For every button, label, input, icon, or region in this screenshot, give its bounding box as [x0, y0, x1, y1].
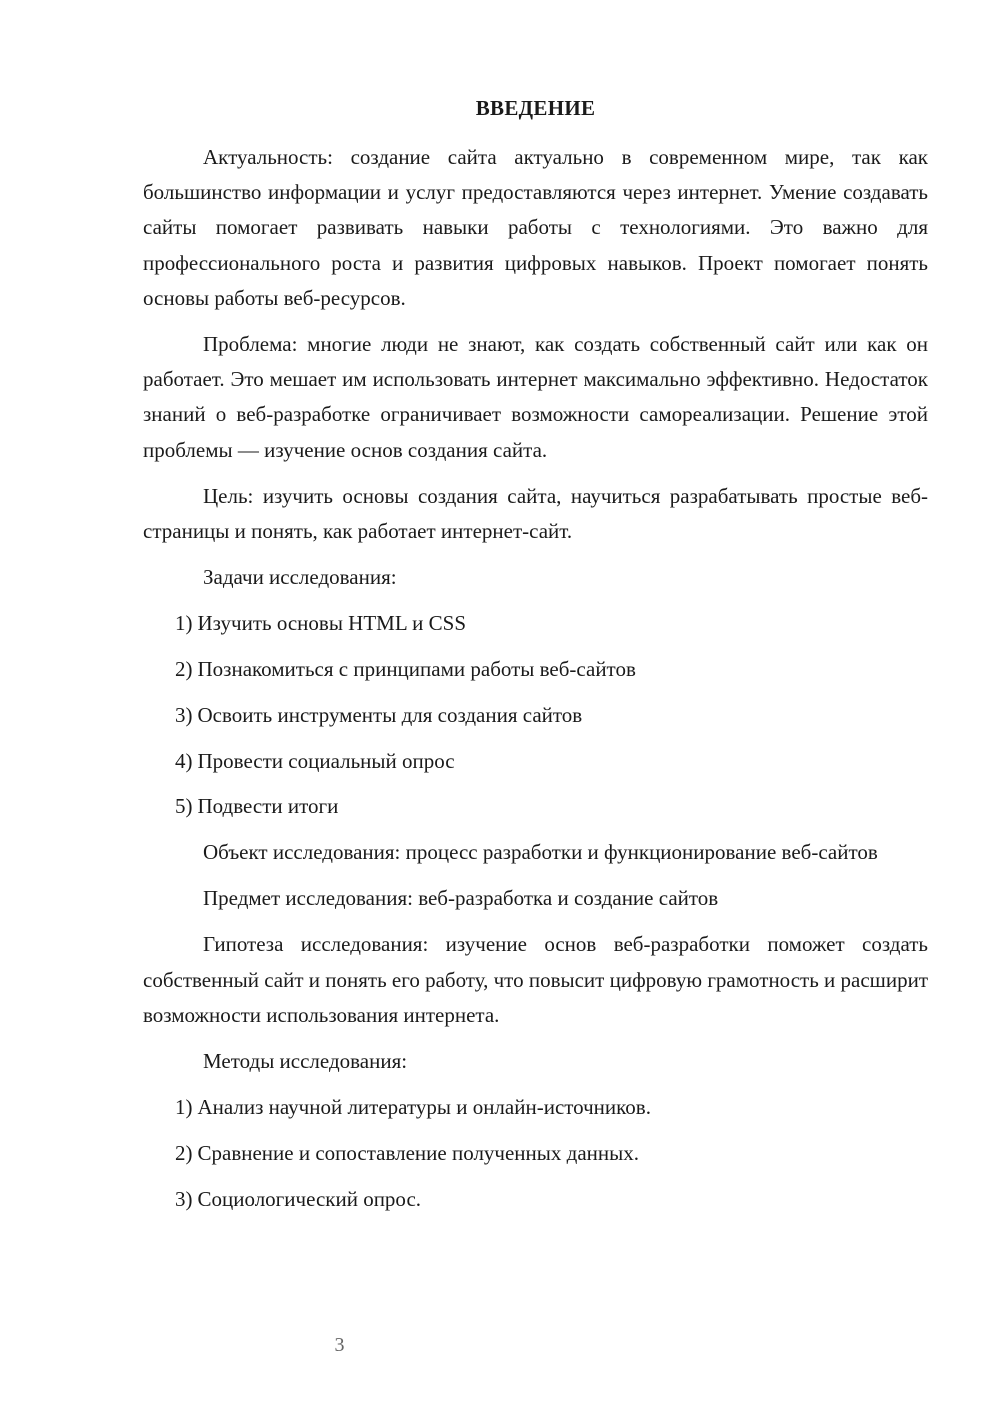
list-item-number: 3) — [175, 702, 193, 727]
list-item-number: 2) — [175, 1140, 193, 1165]
methods-list — [143, 1090, 928, 1217]
list-item-text: Провести социальный опрос — [197, 748, 455, 773]
problem-paragraph: Проблема: многие люди не знают, как создать собственный сайт или как он работает. Это мешает им использовать интернет максимально эффективно. Недостаток знаний о веб-разработке ограничивает возможности самореализации. Решение этой проблемы — изучение основ создания сайта. — [143, 332, 928, 462]
list-item — [143, 789, 928, 824]
list-item-text: Освоить инструменты для создания сайтов — [197, 702, 583, 727]
list-item — [143, 652, 928, 687]
tasks-title: Задачи исследования: — [203, 565, 397, 590]
list-item-text: Познакомиться с принципами работы веб-сайтов — [197, 657, 636, 682]
relevance-paragraph: Актуальность: создание сайта актуально в современном мире, так как большинство информации и услуг предоставляются через интернет. Умение создавать сайты помогает развивать навыки работы с технологиями. Это важно для профессионального роста и развития цифровых навыков. Проект помогает понять основы работы веб-ресурсов. — [143, 145, 928, 310]
page-number-text: 3 — [334, 1334, 345, 1356]
list-item — [143, 1136, 928, 1171]
page-title: ВВЕДЕНИЕ — [475, 96, 596, 120]
hypothesis-paragraph: Гипотеза исследования: изучение основ веб-разработки поможет создать собственный сайт и понять его работу, что повысит цифровую грамотность и расширит возможности использования интернета. — [143, 932, 928, 1027]
list-item — [143, 1090, 928, 1125]
list-item-text: Анализ научной литературы и онлайн-источников. — [197, 1095, 651, 1120]
goal-paragraph: Цель: изучить основы создания сайта, научиться разрабатывать простые веб-страницы и понять, как работает интернет-сайт. — [143, 483, 928, 544]
list-item-number: 1) — [175, 1095, 193, 1120]
list-item-text: Сравнение и сопоставление полученных данных. — [197, 1140, 639, 1165]
list-item-text: Изучить основы HTML и CSS — [197, 611, 466, 636]
list-item-number: 1) — [175, 611, 193, 636]
list-item — [143, 744, 928, 779]
object-paragraph: Объект исследования: процесс разработки и функционирование веб-сайтов — [203, 839, 878, 864]
page-number — [143, 1334, 928, 1357]
tasks-list — [143, 606, 928, 824]
list-item-number: 3) — [175, 1186, 193, 1211]
list-item-number: 4) — [175, 748, 193, 773]
subject-paragraph: Предмет исследования: веб-разработка и создание сайтов — [203, 886, 719, 911]
list-item-text: Социологический опрос. — [197, 1186, 422, 1211]
list-item-number: 5) — [175, 794, 193, 819]
list-item-text: Подвести итоги — [197, 794, 339, 819]
list-item — [143, 1182, 928, 1217]
list-item — [143, 698, 928, 733]
methods-title: Методы исследования: — [203, 1048, 408, 1073]
document-page — [143, 0, 928, 1414]
list-item — [143, 606, 928, 641]
list-item-number: 2) — [175, 657, 193, 682]
document-body — [143, 140, 928, 1227]
